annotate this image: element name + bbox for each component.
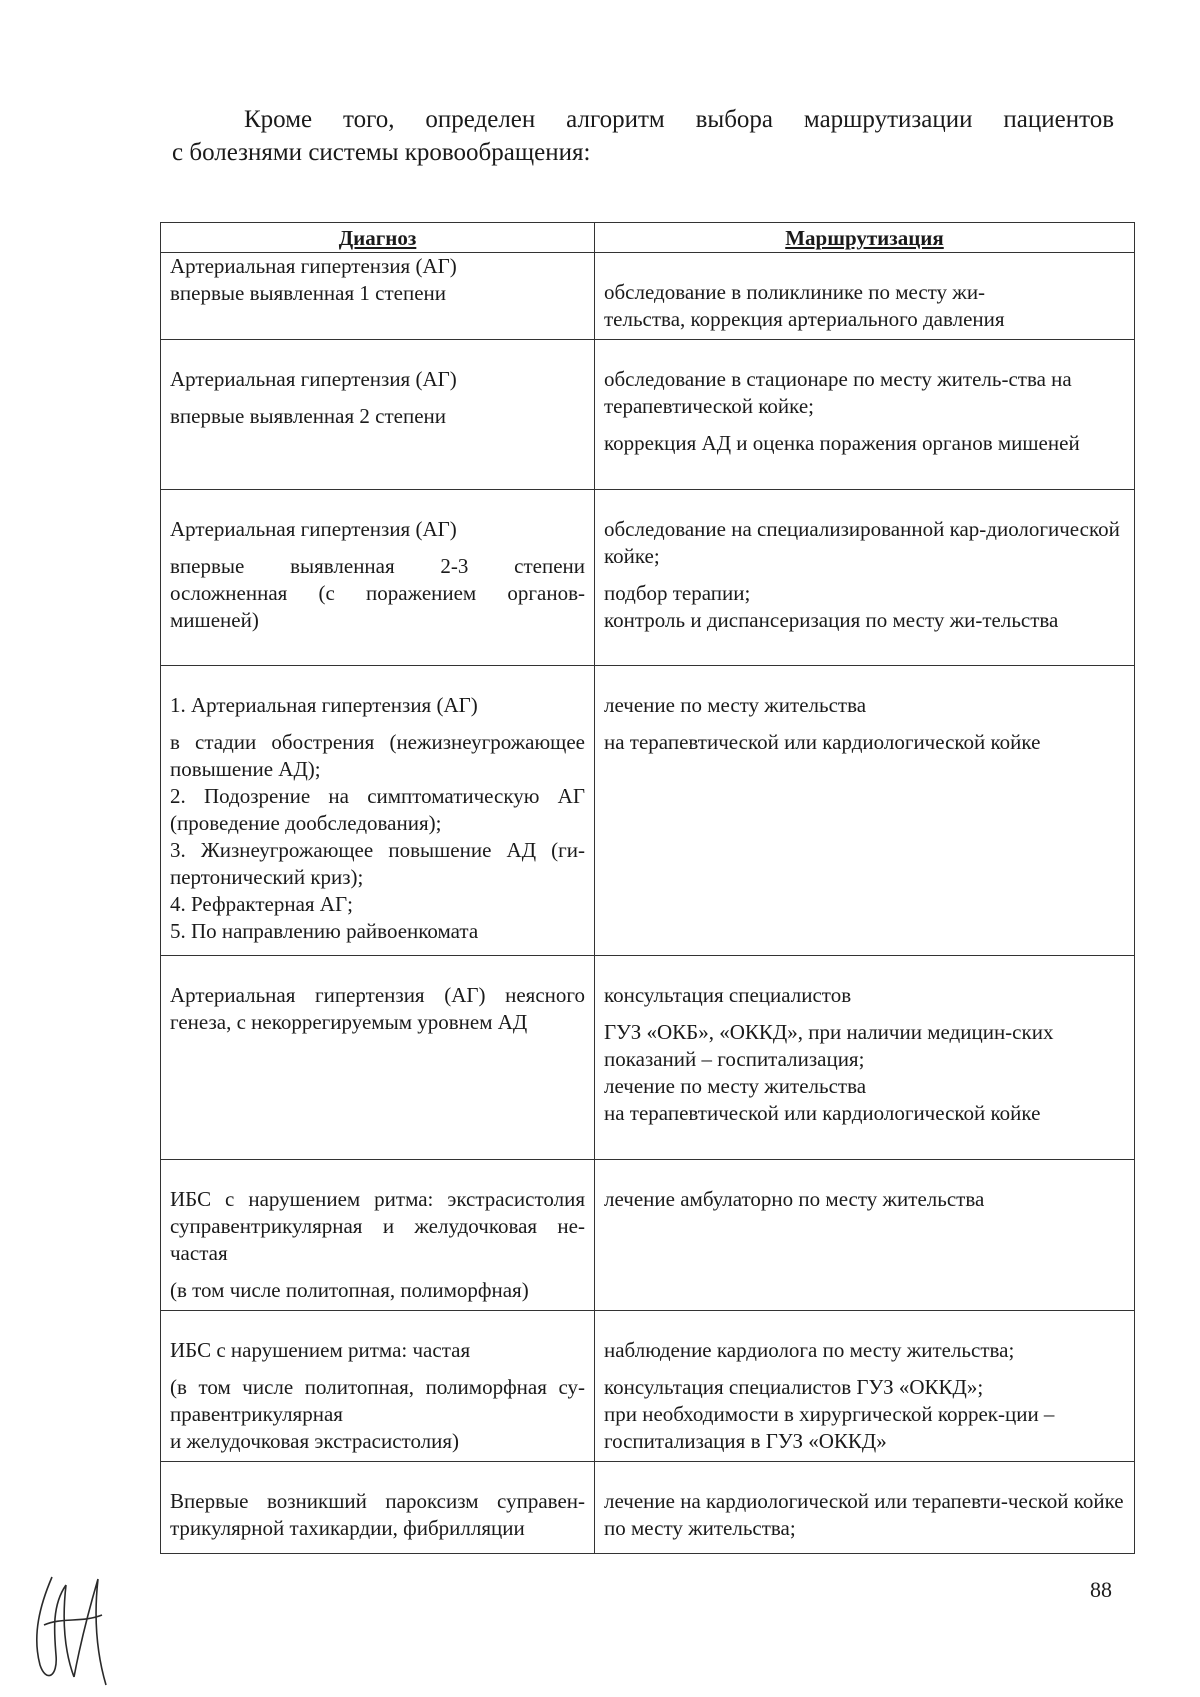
table-row	[161, 253, 1135, 340]
routing-table	[160, 222, 1135, 1554]
diagnosis-text: Артериальная гипертензия (АГ)	[170, 254, 457, 278]
routing-text: лечение на кардиологической или терапевти-ческой койке по месту жительства;	[604, 1489, 1124, 1540]
table-row	[161, 340, 1135, 490]
routing-text: обследование в поликлинике по месту жи-	[604, 280, 986, 304]
diagnosis-text: (в том числе политопная, полиморфная)	[170, 1278, 529, 1302]
diagnosis-text: впервые выявленная 2 степени	[170, 404, 447, 428]
diagnosis-text: Артериальная гипертензия (АГ)	[170, 367, 457, 391]
diagnosis-text: в стадии обострения (нежизнеугрожающее повышение АД);	[170, 730, 585, 781]
routing-text: ГУЗ «ОКБ», «ОККД», при наличии медицин-ских показаний – госпитализация;	[604, 1020, 1054, 1071]
table-row	[161, 1311, 1135, 1462]
table-row	[161, 956, 1135, 1160]
routing-cell	[595, 666, 1135, 956]
table-header-row	[161, 223, 1135, 253]
routing-text: обследование в стационаре по месту житель-ства на терапевтической койке;	[604, 367, 1072, 418]
routing-cell	[595, 1160, 1135, 1311]
diagnosis-text: 2. Подозрение на симптоматическую АГ (проведение дообследования);	[170, 784, 585, 835]
routing-text: при необходимости в хирургической коррек-ции – госпитализация в ГУЗ «ОККД»	[604, 1402, 1055, 1453]
diagnosis-text: Впервые возникший пароксизм суправен-трикулярной тахикардии, фибрилляции	[170, 1489, 585, 1540]
routing-text: коррекция АД и оценка поражения органов мишеней	[604, 431, 1080, 455]
routing-text: подбор терапии;	[604, 581, 751, 605]
diagnosis-text: впервые выявленная 2-3 степени осложненная (с поражением органов-мишеней)	[170, 554, 585, 632]
diagnosis-text: ИБС с нарушением ритма: экстрасистолия суправентрикулярная и желудочковая не-частая	[170, 1187, 585, 1265]
routing-text: тельства, коррекция артериального давления	[604, 307, 1005, 331]
diagnosis-cell	[161, 1462, 595, 1554]
routing-cell	[595, 253, 1135, 340]
table-row	[161, 1462, 1135, 1554]
diagnosis-cell	[161, 1160, 595, 1311]
routing-text: на терапевтической или кардиологической койке	[604, 1101, 1041, 1125]
handwritten-signature	[22, 1565, 132, 1695]
routing-text: лечение по месту жительства	[604, 693, 867, 717]
diagnosis-text: 4. Рефрактерная АГ;	[170, 892, 353, 916]
routing-cell	[595, 490, 1135, 666]
diagnosis-text: ИБС с нарушением ритма: частая	[170, 1338, 471, 1362]
routing-cell	[595, 340, 1135, 490]
routing-cell	[595, 956, 1135, 1160]
header-diagnosis: Диагноз	[161, 223, 595, 253]
table-row	[161, 666, 1135, 956]
intro-line-2: с болезнями системы кровообращения:	[172, 139, 591, 166]
diagnosis-text: и желудочковая экстрасистолия)	[170, 1429, 460, 1453]
diagnosis-text: Артериальная гипертензия (АГ) неясного генеза, с некоррегируемым уровнем АД	[170, 983, 585, 1034]
routing-text: контроль и диспансеризация по месту жи-тельства	[604, 608, 1059, 632]
diagnosis-cell	[161, 956, 595, 1160]
diagnosis-text: 3. Жизнеугрожающее повышение АД (ги-пертонический криз);	[170, 838, 585, 889]
table-row	[161, 490, 1135, 666]
routing-text: консультация специалистов	[604, 983, 852, 1007]
routing-text: лечение амбулаторно по месту жительства	[604, 1187, 985, 1211]
diagnosis-cell	[161, 340, 595, 490]
diagnosis-text: Артериальная гипертензия (АГ)	[170, 517, 457, 541]
routing-text: консультация специалистов ГУЗ «ОККД»;	[604, 1375, 984, 1399]
table-row	[161, 1160, 1135, 1311]
routing-text: наблюдение кардиолога по месту жительства;	[604, 1338, 1015, 1362]
routing-text: обследование на специализированной кар-диологической койке;	[604, 517, 1120, 568]
diagnosis-text: впервые выявленная 1 степени	[170, 281, 447, 305]
diagnosis-cell	[161, 666, 595, 956]
diagnosis-text: 5. По направлению райвоенкомата	[170, 919, 479, 943]
page-number: 88	[1090, 1577, 1112, 1602]
routing-text: на терапевтической или кардиологической койке	[604, 730, 1041, 754]
routing-cell	[595, 1462, 1135, 1554]
intro-paragraph	[172, 103, 1114, 169]
diagnosis-cell	[161, 253, 595, 340]
diagnosis-cell	[161, 490, 595, 666]
intro-line-1: Кроме того, определен алгоритм выбора маршрутизации пациентов	[244, 106, 1114, 133]
routing-cell	[595, 1311, 1135, 1462]
header-routing: Маршрутизация	[595, 223, 1135, 253]
diagnosis-text: 1. Артериальная гипертензия (АГ)	[170, 693, 478, 717]
diagnosis-text: (в том числе политопная, полиморфная су-правентрикулярная	[170, 1375, 585, 1426]
diagnosis-cell	[161, 1311, 595, 1462]
routing-text: лечение по месту жительства	[604, 1074, 867, 1098]
